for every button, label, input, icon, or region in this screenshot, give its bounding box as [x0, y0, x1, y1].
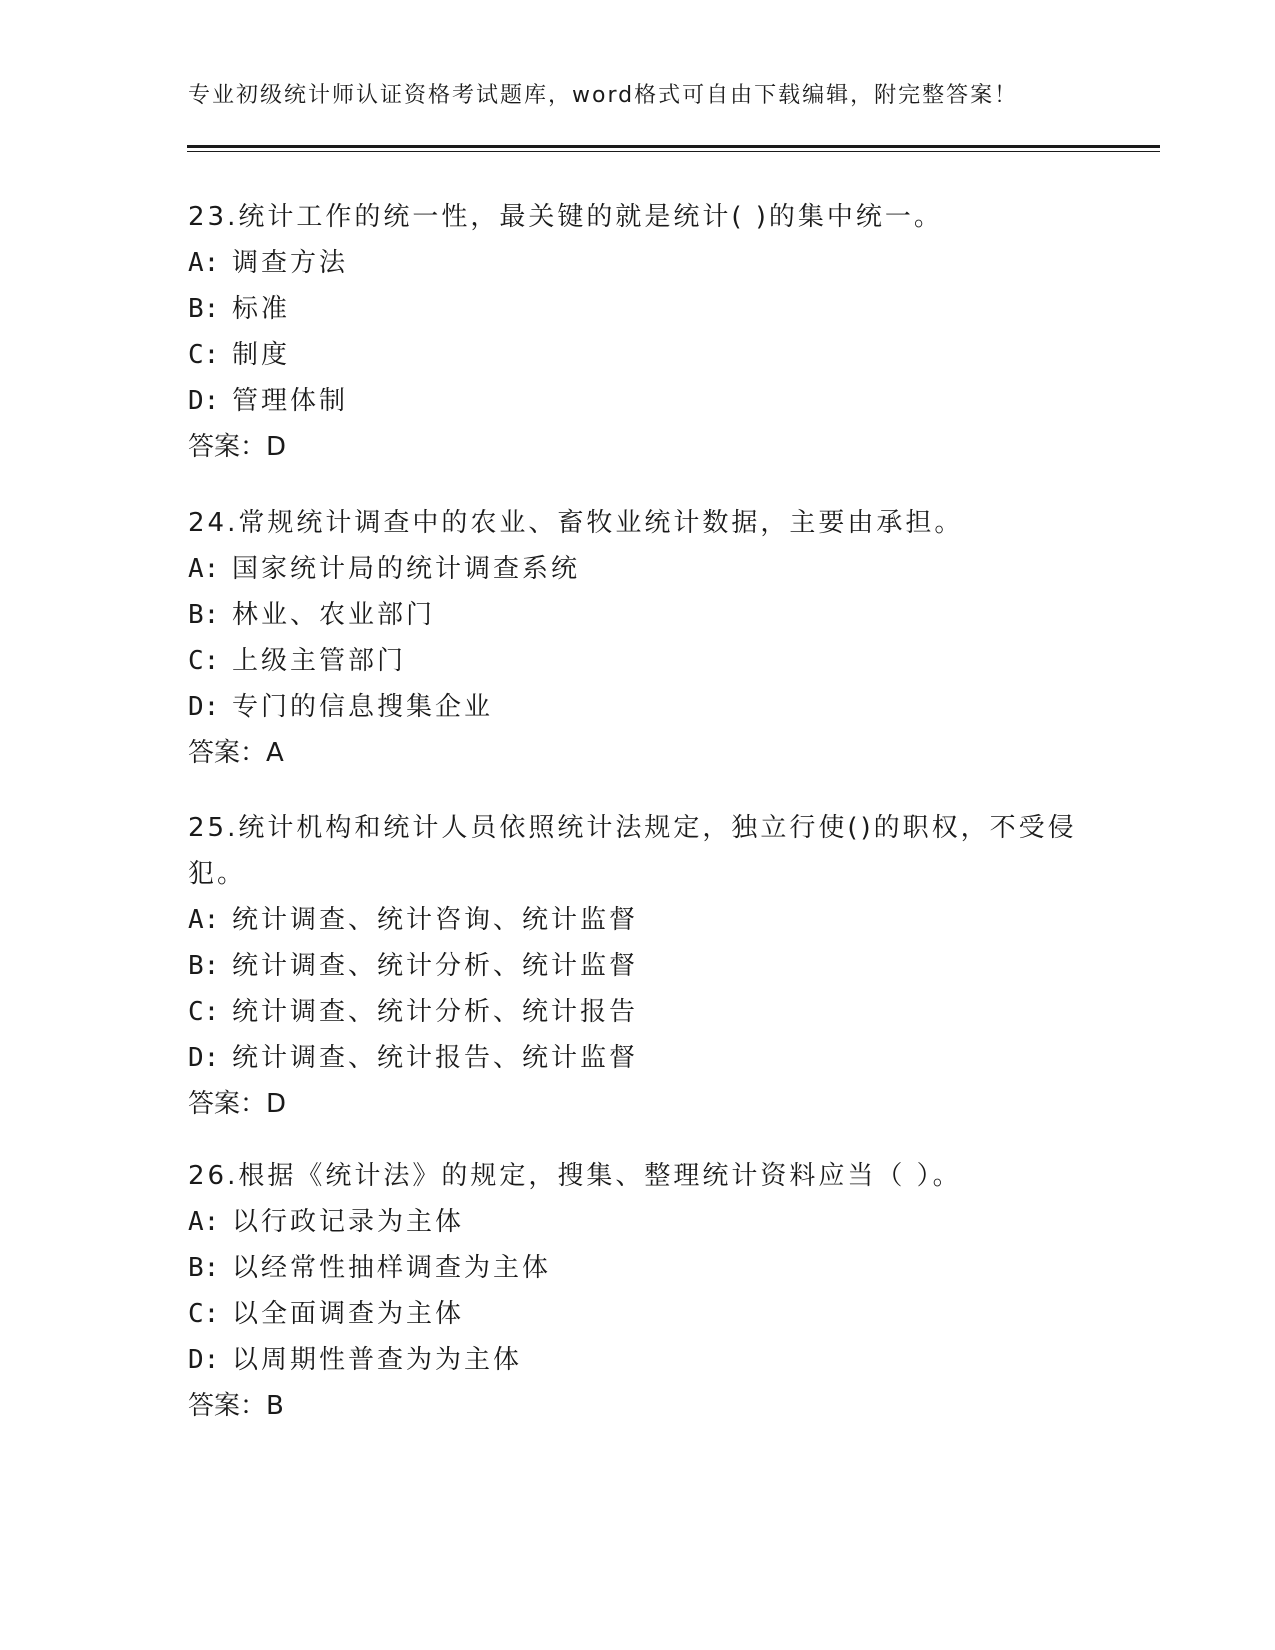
option-d — [188, 378, 1088, 424]
option-letter: B: — [188, 600, 220, 630]
option-d — [188, 684, 1088, 730]
option-text: 以行政记录为主体 — [232, 1207, 465, 1237]
option-letter: B: — [188, 1253, 220, 1283]
option-text: 林业、农业部门 — [232, 600, 436, 630]
answer-line — [188, 1383, 1088, 1429]
question-stem: 25.统计机构和统计人员依照统计法规定，独立行使()的职权，不受侵犯。 — [188, 813, 1077, 889]
header-divider-thick — [187, 145, 1160, 148]
question-25 — [188, 805, 1088, 1127]
option-text: 制度 — [232, 340, 291, 370]
header-divider-thin — [187, 151, 1160, 152]
answer-label: 答案： — [188, 1391, 267, 1421]
option-c — [188, 638, 1088, 684]
option-letter: C: — [188, 1299, 220, 1329]
answer-value: A — [266, 738, 284, 768]
option-text: 统计调查、统计分析、统计监督 — [232, 951, 639, 981]
option-letter: C: — [188, 997, 220, 1027]
option-b — [188, 592, 1088, 638]
option-text: 以全面调查为主体 — [232, 1299, 465, 1329]
option-d — [188, 1035, 1088, 1081]
option-b — [188, 1245, 1088, 1291]
answer-line — [188, 730, 1088, 776]
question-stem: 26.根据《统计法》的规定，搜集、整理统计资料应当（ ）。 — [188, 1161, 962, 1191]
option-text: 统计调查、统计咨询、统计监督 — [232, 905, 639, 935]
option-letter: B: — [188, 951, 220, 981]
option-letter: D: — [188, 692, 220, 722]
answer-value: D — [266, 1089, 287, 1119]
option-text: 专门的信息搜集企业 — [232, 692, 494, 722]
option-text: 管理体制 — [232, 386, 349, 416]
option-letter: D: — [188, 1345, 220, 1375]
option-text: 统计调查、统计报告、统计监督 — [232, 1043, 639, 1073]
option-letter: D: — [188, 386, 220, 416]
answer-label: 答案： — [188, 738, 267, 768]
option-letter: A: — [188, 905, 220, 935]
option-b — [188, 943, 1088, 989]
question-stem: 24.常规统计调查中的农业、畜牧业统计数据，主要由承担。 — [188, 508, 964, 538]
option-b — [188, 286, 1088, 332]
option-a — [188, 240, 1088, 286]
answer-label: 答案： — [188, 1089, 267, 1119]
answer-line — [188, 424, 1088, 470]
option-letter: B: — [188, 294, 220, 324]
question-stem: 23.统计工作的统一性，最关键的就是统计( )的集中统一。 — [188, 202, 943, 232]
option-a — [188, 897, 1088, 943]
answer-label: 答案： — [188, 432, 267, 462]
option-text: 上级主管部门 — [232, 646, 407, 676]
option-c — [188, 989, 1088, 1035]
option-text: 调查方法 — [232, 248, 349, 278]
answer-line — [188, 1081, 1088, 1127]
option-text: 国家统计局的统计调查系统 — [232, 554, 581, 584]
question-24 — [188, 500, 1088, 776]
option-letter: A: — [188, 248, 220, 278]
option-letter: D: — [188, 1043, 220, 1073]
option-letter: A: — [188, 1207, 220, 1237]
answer-value: D — [266, 432, 287, 462]
option-letter: A: — [188, 554, 220, 584]
answer-value: B — [266, 1391, 284, 1421]
option-text: 以经常性抽样调查为主体 — [232, 1253, 552, 1283]
option-text: 标准 — [232, 294, 291, 324]
question-23 — [188, 194, 1088, 470]
option-letter: C: — [188, 340, 220, 370]
option-d — [188, 1337, 1088, 1383]
question-26 — [188, 1153, 1088, 1429]
option-text: 以周期性普查为为主体 — [232, 1345, 523, 1375]
option-a — [188, 546, 1088, 592]
option-a — [188, 1199, 1088, 1245]
option-c — [188, 1291, 1088, 1337]
option-c — [188, 332, 1088, 378]
option-letter: C: — [188, 646, 220, 676]
option-text: 统计调查、统计分析、统计报告 — [232, 997, 639, 1027]
document-header: 专业初级统计师认证资格考试题库，word格式可自由下载编辑，附完整答案！ — [188, 83, 1019, 108]
